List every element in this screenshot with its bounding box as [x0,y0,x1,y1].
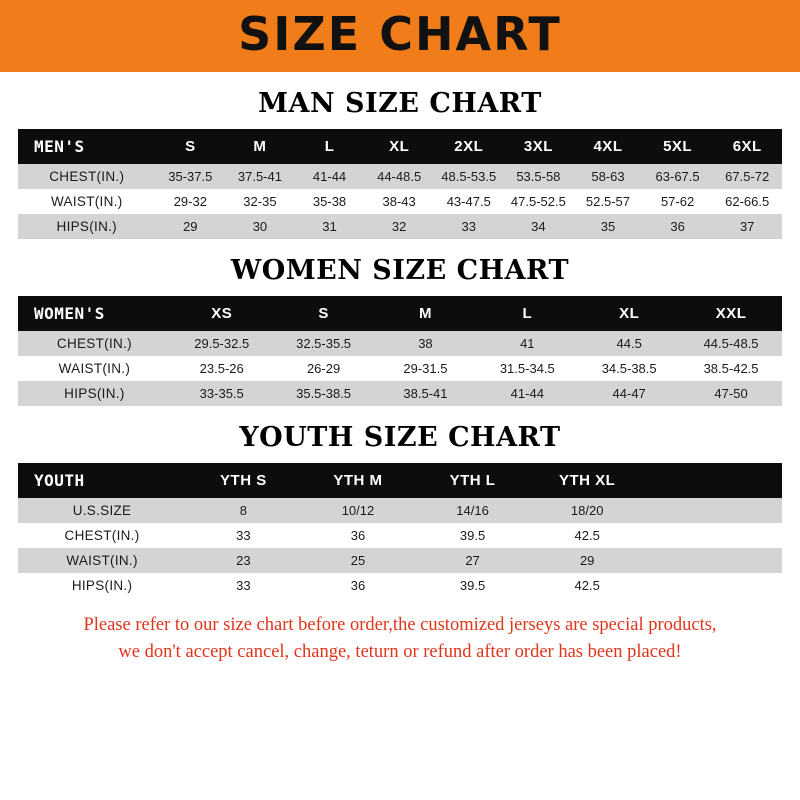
section-men [0,88,800,239]
youth-cell: 39.5 [415,573,530,598]
men-cell: 32-35 [225,189,295,214]
youth-corner-header: YOUTH [18,463,186,498]
women-corner-header: WOMEN'S [18,296,171,331]
women-cell: 23.5-26 [171,356,273,381]
youth-cell: 36 [301,523,416,548]
men-cell: 67.5-72 [712,164,782,189]
men-cell: 53.5-58 [504,164,574,189]
men-size-table [18,129,782,239]
youth-cell-spacer [644,498,782,523]
men-cell: 33 [434,214,504,239]
men-cell: 34 [504,214,574,239]
youth-row-label: WAIST(IN.) [18,548,186,573]
section-title-youth: YOUTH SIZE CHART [239,422,561,453]
youth-cell: 33 [186,523,301,548]
youth-col-header: YTH S [186,463,301,498]
men-cell: 62-66.5 [712,189,782,214]
men-cell: 37 [712,214,782,239]
women-cell: 47-50 [680,381,782,406]
men-col-header: 6XL [712,129,782,164]
men-cell: 37.5-41 [225,164,295,189]
table-row [18,573,782,598]
youth-cell: 29 [530,548,645,573]
women-cell: 35.5-38.5 [273,381,375,406]
table-row [18,356,782,381]
men-cell: 43-47.5 [434,189,504,214]
youth-row-label: U.S.SIZE [18,498,186,523]
table-row [18,548,782,573]
women-row-label: HIPS(IN.) [18,381,171,406]
table-row [18,381,782,406]
men-col-header: 4XL [573,129,643,164]
men-col-header: L [295,129,365,164]
table-row [18,164,782,189]
women-cell: 32.5-35.5 [273,331,375,356]
men-col-header: XL [364,129,434,164]
men-cell: 52.5-57 [573,189,643,214]
youth-cell: 18/20 [530,498,645,523]
women-cell: 44-47 [578,381,680,406]
men-cell: 35-38 [295,189,365,214]
women-cell: 29.5-32.5 [171,331,273,356]
youth-cell: 10/12 [301,498,416,523]
women-row-label: CHEST(IN.) [18,331,171,356]
women-col-header: S [273,296,375,331]
women-col-header: XL [578,296,680,331]
men-row-label: CHEST(IN.) [18,164,156,189]
women-cell: 41-44 [476,381,578,406]
header-banner [0,0,800,72]
men-cell: 35 [573,214,643,239]
women-cell: 41 [476,331,578,356]
men-cell: 29 [156,214,226,239]
men-cell: 63-67.5 [643,164,713,189]
youth-row-label: CHEST(IN.) [18,523,186,548]
youth-cell: 25 [301,548,416,573]
men-cell: 47.5-52.5 [504,189,574,214]
men-cell: 32 [364,214,434,239]
table-header-row [18,463,782,498]
women-cell: 44.5-48.5 [680,331,782,356]
youth-col-header: YTH L [415,463,530,498]
women-col-header: XS [171,296,273,331]
table-row [18,189,782,214]
youth-cell-spacer [644,573,782,598]
women-col-header: L [476,296,578,331]
section-title-men: MAN SIZE CHART [258,88,542,119]
men-col-header: M [225,129,295,164]
youth-cell: 42.5 [530,523,645,548]
youth-cell: 8 [186,498,301,523]
women-cell: 31.5-34.5 [476,356,578,381]
men-cell: 29-32 [156,189,226,214]
women-cell: 38 [375,331,477,356]
men-col-header: 5XL [643,129,713,164]
youth-cell-spacer [644,523,782,548]
women-cell: 44.5 [578,331,680,356]
women-cell: 38.5-42.5 [680,356,782,381]
men-col-header: 2XL [434,129,504,164]
section-women [0,255,800,406]
women-cell: 29-31.5 [375,356,477,381]
policy-note-line-1: Please refer to our size chart before order,the customized jerseys are special products, [83,615,717,635]
men-cell: 44-48.5 [364,164,434,189]
youth-cell: 27 [415,548,530,573]
youth-row-label: HIPS(IN.) [18,573,186,598]
men-cell: 38-43 [364,189,434,214]
youth-cell: 23 [186,548,301,573]
youth-cell: 33 [186,573,301,598]
men-col-header: 3XL [504,129,574,164]
women-cell: 38.5-41 [375,381,477,406]
table-row [18,498,782,523]
table-row [18,331,782,356]
women-row-label: WAIST(IN.) [18,356,171,381]
section-title-women: WOMEN SIZE CHART [230,255,570,286]
youth-header-spacer [644,463,782,498]
women-cell: 26-29 [273,356,375,381]
men-corner-header: MEN'S [18,129,156,164]
youth-cell-spacer [644,548,782,573]
men-cell: 36 [643,214,713,239]
women-col-header: M [375,296,477,331]
men-cell: 58-63 [573,164,643,189]
youth-col-header: YTH XL [530,463,645,498]
table-row [18,214,782,239]
youth-cell: 14/16 [415,498,530,523]
women-col-header: XXL [680,296,782,331]
men-cell: 35-37.5 [156,164,226,189]
page-title: SIZE CHART [238,7,562,61]
youth-cell: 36 [301,573,416,598]
youth-cell: 39.5 [415,523,530,548]
women-size-table [18,296,782,406]
men-cell: 30 [225,214,295,239]
men-cell: 57-62 [643,189,713,214]
youth-size-table [18,463,782,598]
men-cell: 48.5-53.5 [434,164,504,189]
men-row-label: HIPS(IN.) [18,214,156,239]
men-row-label: WAIST(IN.) [18,189,156,214]
table-header-row [18,129,782,164]
men-col-header: S [156,129,226,164]
men-cell: 31 [295,214,365,239]
women-cell: 34.5-38.5 [578,356,680,381]
policy-note-line-2: we don't accept cancel, change, teturn or refund after order has been placed! [118,641,682,662]
policy-note [0,612,800,666]
table-row [18,523,782,548]
section-youth [0,422,800,598]
youth-col-header: YTH M [301,463,416,498]
men-cell: 41-44 [295,164,365,189]
youth-cell: 42.5 [530,573,645,598]
table-header-row [18,296,782,331]
women-cell: 33-35.5 [171,381,273,406]
